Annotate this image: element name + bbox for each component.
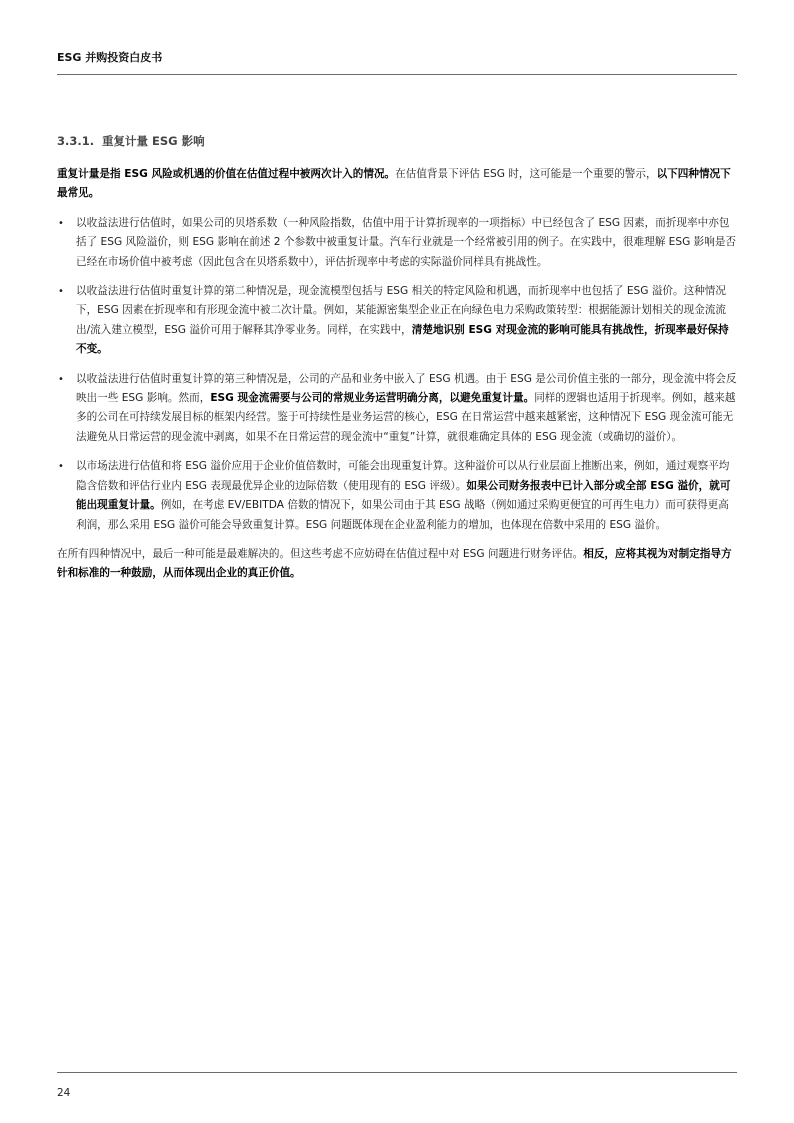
case-2-text: 以收益法进行估值时重复计算的第二种情况是，现金流模型包括与 ESG 相关的特定风险和机遇，而折现率中也包括了 ESG 溢价。这种情况下，ESG 因素在折现率和有形现金流中被二次计量。例如，某能源密集型企业正在向绿色电力采购政策转型：根据能源计划相关的现金流流出/流入建立模型，ESG 溢价可用于解释其净零业务。同样，在实践中， bbox=[76, 285, 727, 336]
page-number: 24 bbox=[57, 1087, 71, 1099]
section-heading bbox=[57, 133, 205, 149]
case-item-4 bbox=[57, 457, 737, 535]
intro-text: 在估值背景下评估 ESG 时，这可能是一个重要的警示， bbox=[395, 168, 657, 180]
footer-divider bbox=[57, 1072, 737, 1073]
case-4-bold: 如果公司财务报表中已计入部分或全部 ESG 溢价，就可能出现重复计量。 bbox=[76, 479, 731, 512]
intro-bold-definition: 重复计量是指 ESG 风险或机遇的价值在估值过程中被两次计入的情况。 bbox=[57, 168, 396, 180]
bullet-marker: • bbox=[58, 217, 64, 229]
intro-paragraph bbox=[57, 165, 737, 204]
case-item-1 bbox=[57, 214, 737, 272]
case-list bbox=[57, 214, 737, 535]
case-3-text-cont: 同样的逻辑也适用于折现率。例如，越来越多的公司在可持续发展目标的框架内经营。鉴于可持续性是业务运营的核心，ESG 在日常运营中越来越紧密，这种情况下 ESG 现金流可能无法避免从日常运营的现金流中剥离，如果不在日常运营的现金流中“重复”计算，就很难确定具体的 ESG 现金流（或确切的溢价）。 bbox=[76, 392, 736, 443]
bullet-marker: • bbox=[58, 286, 64, 298]
body-content bbox=[57, 165, 737, 594]
case-4-text-cont: 例如，在考虑 EV/EBITDA 倍数的情况下，如果公司由于其 ESG 战略（例如通过采购更便宜的可再生电力）而可获得更高利润，那么采用 ESG 溢价可能会导致重复计算。ESG 问题既体现在企业盈利能力的增加，也体现在倍数中采用的 ESG 溢价。 bbox=[76, 499, 729, 531]
document-header-title: ESG 并购投资白皮书 bbox=[57, 51, 163, 64]
section-number: 3.3.1. bbox=[57, 134, 95, 148]
header-divider bbox=[57, 74, 737, 75]
case-3-bold: ESG 现金流需要与公司的常规业务运营明确分离，以避免重复计量。 bbox=[210, 392, 535, 405]
bullet-marker: • bbox=[58, 461, 64, 473]
intro-bold-cases: 以下四种情况下最常见。 bbox=[57, 168, 731, 200]
conclusion-paragraph bbox=[57, 545, 737, 584]
case-1-text: 以收益法进行估值时，如果公司的贝塔系数（一种风险指数，估值中用于计算折现率的一项指标）中已经包含了 ESG 因素，而折现率中亦包括了 ESG 风险溢价，则 ESG 影响在前述 2 个参数中被重复计量。汽车行业就是一个经常被引用的例子。在实践中，很难理解 ESG 影响是否已经在市场价值中被考虑（因此包含在贝塔系数中），评估折现率中考虑的实际溢价同样具有挑战性。 bbox=[76, 216, 737, 268]
bullet-marker: • bbox=[58, 373, 64, 385]
conclusion-bold: 相反，应将其视为对制定指导方针和标准的一种鼓励，从而体现出企业的真正价值。 bbox=[57, 547, 732, 580]
section-title: 重复计量 ESG 影响 bbox=[102, 134, 205, 148]
conclusion-text: 在所有四种情况中，最后一种可能是最难解决的。但这些考虑不应妨碍在估值过程中对 ESG 问题进行财务评估。 bbox=[57, 547, 584, 560]
case-3-text: 以收益法进行估值时重复计算的第三种情况是，公司的产品和业务中嵌入了 ESG 机遇。由于 ESG 是公司价值主张的一部分，现金流中将会反映出一些 ESG 影响。然而， bbox=[76, 372, 737, 405]
case-item-3 bbox=[57, 370, 737, 448]
case-item-2 bbox=[57, 282, 737, 360]
case-2-bold: 清楚地识别 ESG 对现金流的影响可能具有挑战性，折现率最好保持不变。 bbox=[76, 323, 729, 356]
case-4-text: 以市场法进行估值和将 ESG 溢价应用于企业价值倍数时，可能会出现重复计算。这种溢价可以从行业层面上推断出来，例如，通过观察平均隐含倍数和评估行业内 ESG 表现最优异企业的边际倍数（使用现有的 ESG 评级）。 bbox=[76, 460, 730, 492]
